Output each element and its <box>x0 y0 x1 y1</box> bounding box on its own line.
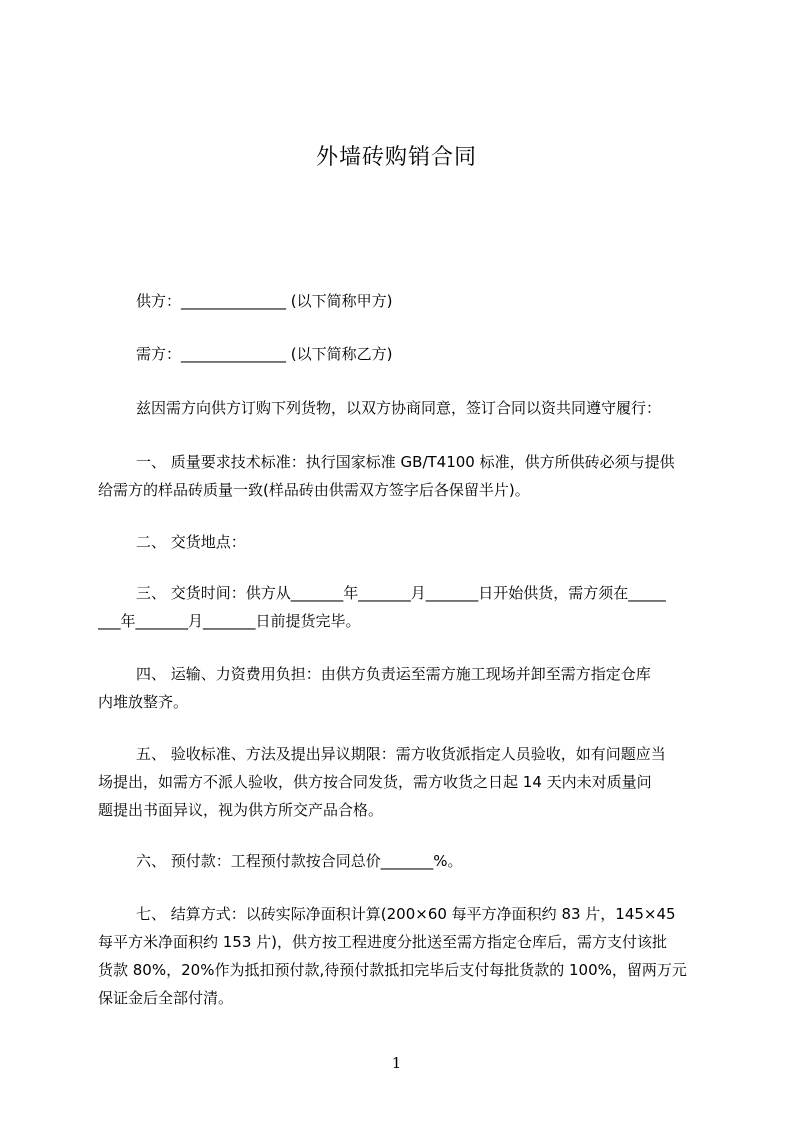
clause-5-line-1: 五、 验收标准、方法及提出异议期限：需方收货派指定人员验收，如有问题应当 <box>136 745 666 763</box>
intro-paragraph: 兹因需方向供方订购下列货物，以双方协商同意，签订合同以资共同遵守履行： <box>136 399 662 417</box>
page-number: 1 <box>391 1054 402 1072</box>
clause-4-line-1: 四、 运输、力资费用负担：由供方负责运至需方施工现场并卸至需方指定仓库 <box>136 665 651 683</box>
clause-6-line-1: 六、 预付款：工程预付款按合同总价_______%。 <box>136 852 463 870</box>
contract-title: 外墙砖购销合同 <box>315 145 477 170</box>
buyer-line: 需方：______________ (以下简称乙方) <box>136 345 393 363</box>
clause-1-line-1: 一、 质量要求技术标准：执行国家标准 GB/T4100 标准，供方所供砖必须与提供 <box>136 453 675 471</box>
clause-5-line-3: 题提出书面异议，视为供方所交产品合格。 <box>98 801 384 819</box>
clause-2-line-1: 二、 交货地点： <box>136 533 246 551</box>
clause-5-line-2: 场提出，如需方不派人验收，供方按合同发货，需方收货之日起 14 天内未对质量问 <box>98 773 652 791</box>
clause-1-line-2: 给需方的样品砖质量一致(样品砖由供需双方签字后各保留半片)。 <box>98 481 530 499</box>
clause-7-line-2: 每平方米净面积约 153 片)，供方按工程进度分批送至需方指定仓库后，需方支付该批 <box>98 933 668 951</box>
clause-4-line-2: 内堆放整齐。 <box>98 693 189 711</box>
supplier-line: 供方：______________ (以下简称甲方) <box>136 292 393 310</box>
clause-3-line-2: ___年_______月_______日前提货完毕。 <box>98 612 361 630</box>
clause-7-line-3: 货款 80%，20%作为抵扣预付款,待预付款抵扣完毕后支付每批货款的 100%，留两万元 <box>98 961 687 979</box>
clause-7-line-1: 七、 结算方式：以砖实际净面积计算(200×60 每平方净面积约 83 片，145×45 <box>136 905 676 923</box>
clause-3-line-1: 三、 交货时间：供方从_______年_______月_______日开始供货，需方须在_____ <box>136 584 666 602</box>
clause-7-line-4: 保证金后全部付清。 <box>98 989 234 1007</box>
